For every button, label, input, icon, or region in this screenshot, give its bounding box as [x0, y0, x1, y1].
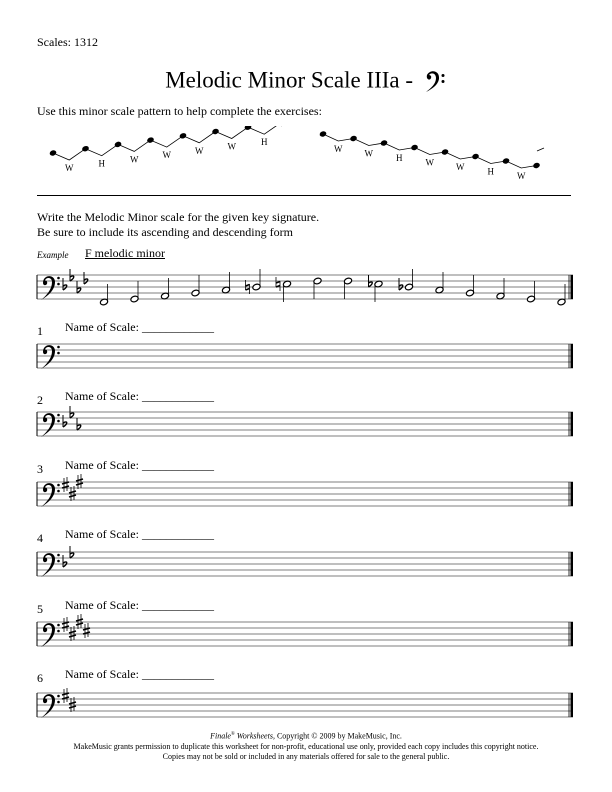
natural-icon — [246, 280, 250, 294]
descending-note — [502, 157, 510, 164]
descending-step-label: W — [364, 148, 373, 159]
sharp-icon — [62, 688, 69, 703]
name-of-scale-field[interactable] — [65, 598, 214, 613]
name-of-scale-field[interactable] — [65, 389, 214, 404]
section-divider — [37, 195, 571, 196]
sharp-icon — [83, 623, 90, 638]
example-note — [222, 272, 231, 294]
barline-thick — [571, 412, 574, 436]
flat-icon — [70, 546, 74, 558]
ascending-note — [146, 136, 154, 143]
name-of-scale-label: Name of Scale: — [65, 320, 139, 334]
footer-copyright: , Copyright © 2009 by MakeMusic, Inc. — [272, 731, 402, 741]
page-title — [0, 66, 612, 94]
example-note — [191, 275, 200, 297]
flat-icon — [70, 406, 74, 418]
descending-note — [319, 130, 327, 137]
example-note — [313, 277, 322, 299]
descending-step-label: H — [487, 166, 494, 177]
name-of-scale-label: Name of Scale: — [65, 598, 139, 612]
exercise-number: 4 — [37, 531, 43, 545]
barline-thick — [571, 622, 574, 646]
descending-note — [349, 135, 357, 142]
ascending-step-label: H — [261, 137, 268, 148]
flat-icon — [63, 555, 67, 567]
exercise-number: 3 — [37, 462, 43, 476]
sharp-icon — [76, 614, 83, 629]
name-of-scale-blank[interactable]: ____________ — [141, 667, 214, 681]
footer-brand-mark: ® — [230, 732, 235, 737]
example-note — [435, 272, 444, 294]
exercise-number: 1 — [37, 324, 43, 338]
example-note — [399, 269, 413, 291]
name-of-scale-label: Name of Scale: — [65, 458, 139, 472]
name-of-scale-blank[interactable]: ____________ — [141, 598, 214, 612]
exercise-staff — [37, 688, 573, 718]
copyright-footer — [0, 730, 612, 762]
descending-step-label: W — [425, 157, 434, 168]
exercise-staff — [37, 406, 573, 437]
sharp-icon — [62, 617, 69, 632]
example-note — [466, 275, 475, 297]
example-note — [527, 281, 536, 303]
name-of-scale-field[interactable] — [65, 458, 214, 473]
example-note — [276, 277, 291, 302]
descending-note — [410, 144, 418, 151]
name-of-scale-blank[interactable]: ____________ — [141, 527, 214, 541]
barline-thick — [571, 693, 574, 717]
ascending-note — [211, 128, 219, 135]
example-scale-title: F melodic minor — [85, 246, 165, 260]
ascending-note — [81, 145, 89, 152]
footer-line-1 — [0, 730, 612, 742]
footer-product: Worksheets — [236, 731, 273, 741]
example-note — [100, 284, 109, 306]
ascending-step-label: W — [227, 141, 236, 152]
flat-icon — [399, 278, 403, 290]
ascending-step-label: W — [162, 150, 171, 161]
natural-icon — [276, 277, 280, 291]
name-of-scale-label: Name of Scale: — [65, 667, 139, 681]
name-of-scale-blank[interactable]: ____________ — [141, 458, 214, 472]
bass-clef-icon — [41, 413, 60, 437]
exercise-staff — [37, 546, 573, 577]
ascending-note — [49, 149, 57, 156]
sharp-icon — [69, 626, 76, 641]
descending-step-label: W — [517, 171, 526, 181]
name-of-scale-label: Name of Scale: — [65, 527, 139, 541]
bass-clef-icon — [41, 276, 60, 300]
exercise-number: 6 — [37, 671, 43, 685]
descending-step-label: W — [334, 144, 343, 154]
descending-note — [380, 139, 388, 146]
descending-step-label: W — [456, 162, 465, 172]
flat-icon — [369, 275, 373, 287]
ascending-note — [114, 141, 122, 148]
flat-icon — [77, 418, 81, 430]
descending-step-label: H — [396, 153, 403, 163]
flat-icon — [70, 269, 74, 281]
exercise-staff — [37, 474, 573, 507]
sharp-icon — [69, 697, 76, 712]
bass-clef-icon — [41, 553, 60, 577]
name-of-scale-field[interactable] — [65, 667, 214, 682]
ascending-step-label: W — [130, 154, 139, 165]
name-of-scale-label: Name of Scale: — [65, 389, 139, 403]
name-of-scale-field[interactable] — [65, 527, 214, 542]
footer-line-3: Copies may not be sold or included in any materials offered for sale to the general public. — [162, 751, 450, 761]
name-of-scale-blank[interactable]: ____________ — [141, 320, 214, 334]
flat-icon — [63, 415, 67, 427]
example-note — [496, 278, 505, 300]
ascending-step-label: W — [65, 163, 74, 173]
exercise-number: 2 — [37, 393, 43, 407]
flat-icon — [84, 272, 88, 284]
instruction-line-2: Be sure to include its ascending and descending form — [37, 225, 293, 239]
barline-thick — [571, 344, 574, 368]
name-of-scale-blank[interactable]: ____________ — [141, 389, 214, 403]
melodic-minor-pattern-diagram — [0, 126, 612, 196]
example-note — [344, 277, 353, 299]
instruction-line-1: Write the Melodic Minor scale for the given key signature. — [37, 210, 320, 224]
exercise-staff — [37, 344, 573, 369]
descending-note — [441, 148, 449, 155]
worksheet-code: Scales: 1312 — [37, 35, 98, 49]
descending-note — [532, 162, 540, 169]
ascending-note — [276, 126, 284, 127]
descending-note — [471, 153, 479, 160]
example-staff-lines — [37, 269, 573, 306]
sharp-icon — [62, 477, 69, 492]
barline-thick — [571, 482, 574, 506]
example-note — [369, 275, 383, 302]
flat-icon — [77, 281, 81, 293]
ascending-step-label: W — [195, 145, 204, 156]
sharp-icon — [69, 486, 76, 501]
example-note — [557, 284, 566, 306]
barline-thick — [571, 275, 574, 299]
barline-thick — [571, 552, 574, 576]
sharp-icon — [76, 474, 83, 489]
bass-clef-icon — [41, 483, 60, 507]
example-note — [130, 281, 139, 303]
footer-brand: Finale — [210, 731, 231, 741]
ascending-note — [179, 132, 187, 139]
name-of-scale-field[interactable] — [65, 320, 214, 335]
exercise-number: 5 — [37, 602, 43, 616]
example-note — [161, 278, 170, 300]
ascending-step-label: H — [98, 158, 105, 169]
example-label: Example — [37, 250, 69, 260]
exercise-staff — [37, 614, 573, 647]
flat-icon — [63, 278, 67, 290]
page-title-text: Melodic Minor Scale IIIa - — [165, 67, 414, 93]
bass-clef-icon — [423, 69, 447, 93]
pattern-intro: Use this minor scale pattern to help complete the exercises: — [37, 104, 322, 118]
footer-line-2: MakeMusic grants permission to duplicate this worksheet for non-profit, educational use only, provided each copy includes this copyright notice. — [73, 741, 539, 751]
example-note — [246, 269, 261, 294]
bass-clef-icon — [41, 623, 60, 647]
bass-clef-icon — [41, 694, 60, 718]
bass-clef-icon — [41, 345, 60, 369]
